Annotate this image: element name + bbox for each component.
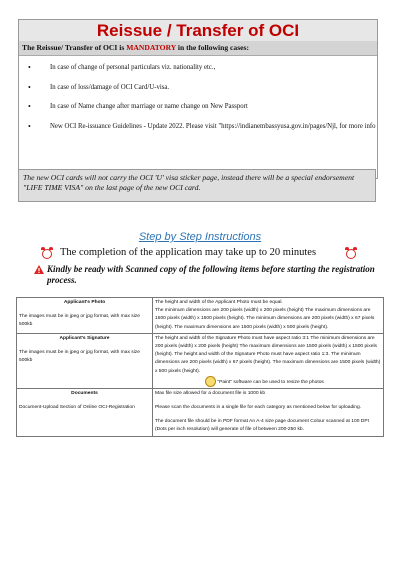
- banner-subtitle: [19, 41, 377, 56]
- requirement-name: Documents: [71, 390, 98, 396]
- requirement-cell: [17, 388, 153, 436]
- detail-line: Please scan the documents in a single file for each category as mentioned below for uploading.: [155, 405, 362, 411]
- completion-time-text: The completion of the application may take up to: [60, 247, 268, 258]
- detail-line: The minimum dimensions are 200 pixels (width) x 200 pixels (height) The maximum dimensions are 1500 pixels (width) x 1500 pixels (height). The minimum dimensions are 200 pixels (width) x 67 pixels (height). The maximum dimensions are 1500 pixels (width) x 500 pixels (height).: [155, 308, 375, 330]
- warning-text: Kindly be ready with Scanned copy of the following items before starting the registration process.: [47, 264, 375, 285]
- detail-line: The document file should be in PDF format An A-4 size page document Colour scanned at 100 DPI (Dots per inch resolution) will generate of file of between 200-250 kb.: [155, 419, 369, 433]
- requirement-format: Document-Upload Section of Online OCI-Registration: [19, 405, 135, 411]
- cases-list: [19, 56, 377, 131]
- requirement-details: [153, 298, 384, 334]
- table-row: [17, 388, 384, 436]
- requirement-format: The images must be in jpeg or jpg format, with max size 500kb: [19, 350, 140, 364]
- alarm-clock-icon: [41, 247, 53, 259]
- requirement-format: The images must be in jpeg or jpg format, with max size 500kb: [19, 314, 140, 328]
- table-row: [17, 298, 384, 334]
- case-item: • In case of Name change after marriage or name change on New Passport: [19, 103, 377, 112]
- detail-line: The height and width of the Applicant Photo must be equal.: [155, 300, 283, 305]
- case-item-guidelines[interactable]: • New OCI Re-issuance Guidelines - Update 2022. Please visit "https://indianembassyusa.gov.in/pages/Njl, for more info: [19, 123, 377, 132]
- case-item: • In case of loss/damage of OCI Card/U-visa.: [19, 84, 377, 93]
- requirement-name: Applicant's Photo: [63, 300, 106, 305]
- mandatory-label: MANDATORY: [126, 43, 177, 52]
- paint-tip: [155, 376, 381, 387]
- detail-line: The height and width of the Signature Photo must have aspect ratio 3:1 The minimum dimensions are 200 pixels (width) x 200 pixels (height) The maximum dimensions are 1500 pixels (width) x 1500 pixels (height). The height and width of the Signature Photo must have aspect ratio 1:3. The minimum dimensions are 200 pixels (width) x 67 pixels (height). The maximum dimensions are 1500 pixels (width) x 500 pixels (height).: [155, 335, 381, 374]
- subtitle-suffix: in the following cases:: [176, 43, 249, 52]
- requirement-details: [153, 388, 384, 436]
- reissue-banner: [18, 19, 378, 179]
- warning-icon: [34, 265, 44, 274]
- requirement-name: Applicant's Signature: [59, 335, 110, 341]
- subtitle-text: The Reissue/ Transfer of OCI is: [22, 43, 127, 52]
- paint-icon: [205, 376, 216, 387]
- alarm-clock-icon: [345, 247, 357, 259]
- paint-tip-text: "Paint" software can be used to resize the photos: [217, 379, 324, 385]
- table-row: [17, 333, 384, 388]
- requirement-cell: [17, 298, 153, 334]
- completion-time-value: 20 minutes: [269, 247, 317, 258]
- scan-warning: [35, 264, 380, 286]
- steps-title[interactable]: Step by Step Instructions: [138, 231, 262, 243]
- requirements-table: [16, 297, 384, 437]
- case-item: • In case of change of personal particulars viz. nationality etc.,: [19, 64, 377, 73]
- completion-time: [60, 247, 316, 258]
- detail-line: Max file size allowed for a document file is 1000 kb: [155, 390, 266, 396]
- page-title: Reissue / Transfer of OCI: [19, 20, 377, 41]
- lifetime-visa-notice: The new OCI cards will not carry the OCI 'U' visa sticker page, instead there will be a special endorsement "LIFE TIME VISA" on the last page of the new OCI card.: [18, 169, 376, 202]
- requirement-cell: [17, 333, 153, 388]
- requirement-details: [153, 333, 384, 388]
